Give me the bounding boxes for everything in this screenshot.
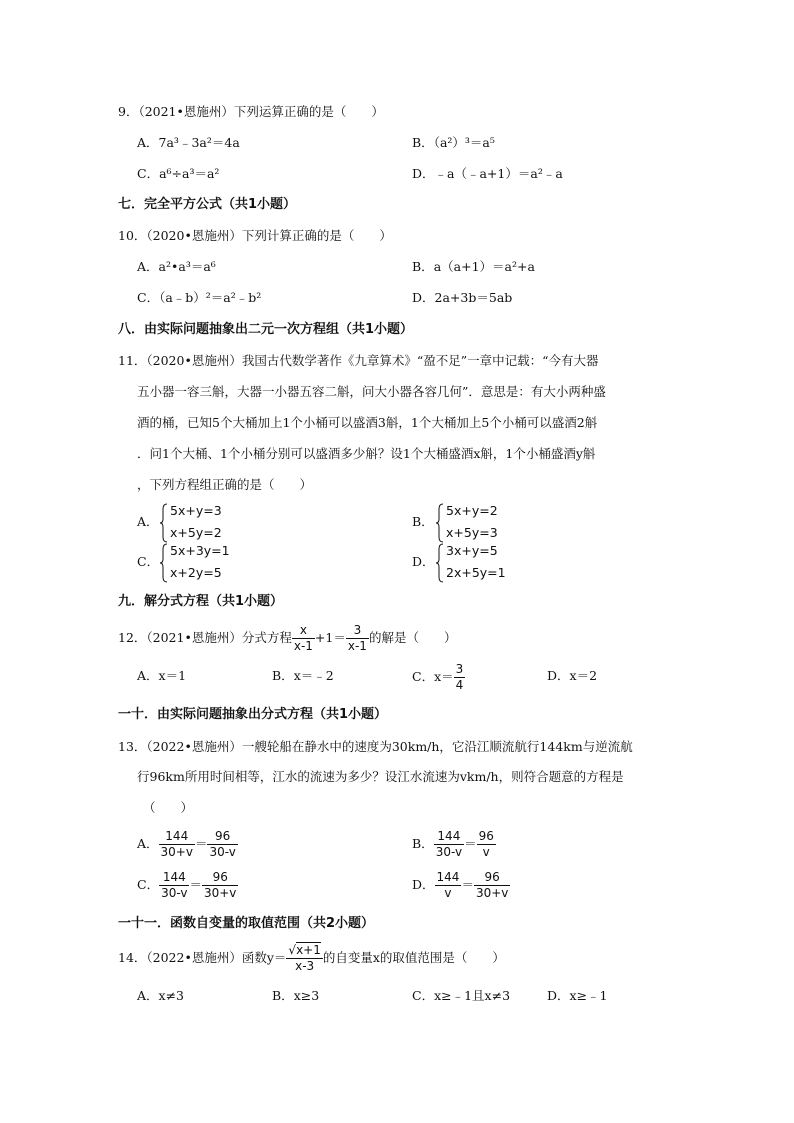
fraction — [159, 870, 189, 900]
sqrt-icon: √ — [288, 943, 297, 958]
stem-text: 的解是（ ） — [368, 629, 457, 645]
fraction — [202, 870, 238, 900]
equation-system — [160, 543, 280, 587]
equals-sign: ＝ — [464, 835, 477, 851]
q12-option-c[interactable] — [412, 661, 465, 693]
q14-option-c[interactable] — [412, 990, 510, 1003]
q9-option-c[interactable] — [137, 168, 219, 181]
q13-option-d[interactable] — [412, 869, 510, 901]
numerator: 144 — [159, 870, 189, 885]
denominator: 4 — [455, 677, 464, 692]
q14-option-d[interactable] — [547, 990, 608, 1003]
denominator: 30-v — [161, 885, 188, 900]
numerator: 144 — [436, 870, 460, 885]
equation-line: 2x+5y=1 — [446, 565, 506, 580]
fraction — [474, 870, 510, 900]
option-label: B． — [272, 668, 294, 683]
option-label: A． — [137, 259, 159, 274]
stem-text: 14．（2022•恩施州）函数y＝ — [118, 949, 287, 965]
numerator: 3 — [455, 662, 464, 677]
q9-option-d[interactable] — [412, 168, 563, 181]
option-text: x＝1 — [158, 668, 187, 683]
option-label: B． — [272, 988, 294, 1003]
question-14-stem — [118, 942, 505, 974]
equation-system — [160, 503, 280, 547]
denominator: 30+v — [203, 885, 237, 900]
section-heading-10: 一十．由实际问题抽象出分式方程（共1小题） — [118, 707, 388, 722]
question-13-line-3: （ ） — [143, 800, 194, 815]
option-label: A． — [137, 135, 159, 150]
q10-option-a[interactable] — [137, 261, 216, 274]
left-brace-icon — [436, 543, 444, 583]
numerator: 96 — [202, 870, 238, 885]
denominator: v — [482, 844, 490, 859]
option-text: 7a³﹣3a²＝4a — [158, 135, 240, 150]
fraction — [292, 623, 315, 653]
option-text: x≥﹣1且x≠3 — [434, 988, 511, 1003]
numerator: 144 — [434, 829, 464, 844]
option-text: ﹣a（﹣a+1）＝a²﹣a — [434, 166, 563, 181]
left-brace-icon — [160, 503, 168, 543]
question-11-line-1: 11．（2020•恩施州）我国古代数学著作《九章算术》“盈不足”一章中记载：“今有大器 — [118, 353, 599, 368]
equation-line: 5x+y=3 — [170, 503, 222, 518]
option-label: C． — [137, 554, 160, 569]
denominator: x-1 — [293, 638, 313, 653]
denominator: 30+v — [160, 844, 193, 859]
option-text: x＝ — [434, 668, 454, 684]
fraction — [159, 829, 195, 859]
equation-line: 5x+y=2 — [446, 503, 498, 518]
q9-option-a[interactable] — [137, 137, 240, 150]
q13-option-c[interactable] — [137, 869, 238, 901]
option-label: C． — [412, 988, 435, 1003]
equals-sign: ＝ — [461, 876, 474, 892]
option-label: C． — [137, 166, 160, 181]
option-text: x＝2 — [569, 668, 598, 683]
radicand: x+1 — [296, 943, 321, 958]
q14-option-b[interactable] — [272, 990, 319, 1003]
option-label: D． — [547, 668, 570, 683]
q10-option-c[interactable] — [137, 292, 261, 305]
stem-text: 12．（2021•恩施州）分式方程 — [118, 629, 292, 645]
option-label: A． — [137, 514, 159, 529]
option-label: C． — [137, 876, 160, 892]
option-label: D． — [412, 290, 435, 305]
option-label: D． — [412, 876, 435, 892]
section-heading-7: 七．完全平方公式（共1小题） — [118, 197, 297, 212]
option-label: C． — [412, 668, 435, 684]
numerator: 96 — [478, 829, 494, 844]
numerator: x — [292, 623, 315, 638]
section-heading-11: 一十一．函数自变量的取值范围（共2小题） — [118, 916, 375, 931]
q12-option-a[interactable] — [137, 670, 186, 683]
equation-line: x+5y=2 — [170, 525, 222, 540]
fraction — [207, 829, 237, 859]
question-13-line-2: 行96km所用时间相等，江水的流速为多少？设江水流速为vkm/h，则符合题意的方程是 — [137, 769, 624, 784]
option-label: D． — [547, 988, 570, 1003]
equation-line: 5x+3y=1 — [170, 543, 230, 558]
option-label: D． — [412, 554, 435, 569]
q13-option-b[interactable] — [412, 828, 496, 860]
denominator: 30-v — [209, 844, 236, 859]
denominator: v — [444, 885, 452, 900]
stem-text: 的自变量x的取值范围是（ ） — [322, 949, 505, 965]
fraction — [435, 870, 462, 900]
q12-option-b[interactable] — [272, 670, 334, 683]
option-text: （a﹣b）²＝a²﹣b² — [159, 290, 262, 305]
equation-line: x+2y=5 — [170, 565, 222, 580]
equation-system — [436, 503, 556, 547]
question-11-line-5: ，下列方程组正确的是（ ） — [137, 477, 313, 492]
numerator — [286, 943, 322, 958]
left-brace-icon — [160, 543, 168, 583]
option-label: B． — [412, 514, 434, 529]
equation-line: x+5y=3 — [446, 525, 498, 540]
q9-option-b[interactable] — [412, 137, 495, 150]
denominator: x-3 — [295, 958, 315, 973]
numerator: 96 — [207, 829, 237, 844]
denominator: 30+v — [475, 885, 509, 900]
equation-line: 3x+y=5 — [446, 543, 498, 558]
question-11-line-3: 酒的桶，已知5个大桶加上1个小桶可以盛酒3斛，1个大桶加上5个小桶可以盛酒2斛 — [137, 415, 598, 430]
option-label: C． — [137, 290, 160, 305]
section-heading-9: 九．解分式方程（共1小题） — [118, 594, 284, 609]
option-text: 2a+3b＝5ab — [434, 290, 513, 305]
question-12-stem — [118, 622, 456, 654]
denominator: 30-v — [435, 844, 463, 859]
left-brace-icon — [436, 503, 444, 543]
option-text: a（a+1）＝a²+a — [433, 259, 535, 274]
q12-option-d[interactable] — [547, 670, 597, 683]
section-heading-8: 八．由实际问题抽象出二元一次方程组（共1小题） — [118, 322, 414, 337]
question-9-stem: 9．（2021•恩施州）下列运算正确的是（ ） — [118, 104, 384, 119]
fraction — [434, 829, 464, 859]
option-label: A． — [137, 988, 159, 1003]
option-text: a⁶÷a³＝a² — [159, 166, 220, 181]
q13-option-a[interactable] — [137, 828, 238, 860]
equation-system — [436, 543, 556, 587]
question-11-line-2: 五小器一容三斛，大器一小器五容二斛，问大小器各容几何”．意思是：有大小两种盛 — [137, 384, 606, 399]
fraction — [286, 943, 322, 973]
question-10-stem: 10．（2020•恩施州）下列计算正确的是（ ） — [118, 228, 392, 243]
numerator: 96 — [474, 870, 510, 885]
denominator: x-1 — [347, 638, 367, 653]
q10-option-d[interactable] — [412, 292, 512, 305]
option-label: B． — [412, 259, 434, 274]
option-label: B． — [412, 835, 434, 851]
option-label: A． — [137, 835, 159, 851]
question-11-line-4: ．问1个大桶、1个小桶分别可以盛酒多少斛？设1个大桶盛酒x斛，1个小桶盛酒y斛 — [137, 446, 596, 461]
equals-sign: ＝ — [189, 876, 202, 892]
option-label: A． — [137, 668, 159, 683]
numerator: 144 — [159, 829, 195, 844]
fraction — [454, 662, 466, 692]
numerator: 3 — [346, 623, 369, 638]
option-text: x≥﹣1 — [569, 988, 608, 1003]
stem-text: +1＝ — [314, 629, 346, 645]
fraction — [477, 829, 496, 859]
question-13-line-1: 13．（2022•恩施州）一艘轮船在静水中的速度为30km/h，它沿江顺流航行144km与逆流航 — [118, 739, 633, 754]
option-text: x≠3 — [158, 988, 185, 1003]
option-label: D． — [412, 166, 435, 181]
option-label: B． — [412, 135, 434, 150]
option-text: a²•a³＝a⁶ — [158, 259, 216, 274]
q14-option-a[interactable] — [137, 990, 184, 1003]
option-text: x＝﹣2 — [293, 668, 334, 683]
equals-sign: ＝ — [194, 835, 208, 851]
fraction — [346, 623, 369, 653]
option-text: （a²）³＝a⁵ — [433, 135, 495, 150]
q10-option-b[interactable] — [412, 261, 535, 274]
option-text: x≥3 — [293, 988, 320, 1003]
